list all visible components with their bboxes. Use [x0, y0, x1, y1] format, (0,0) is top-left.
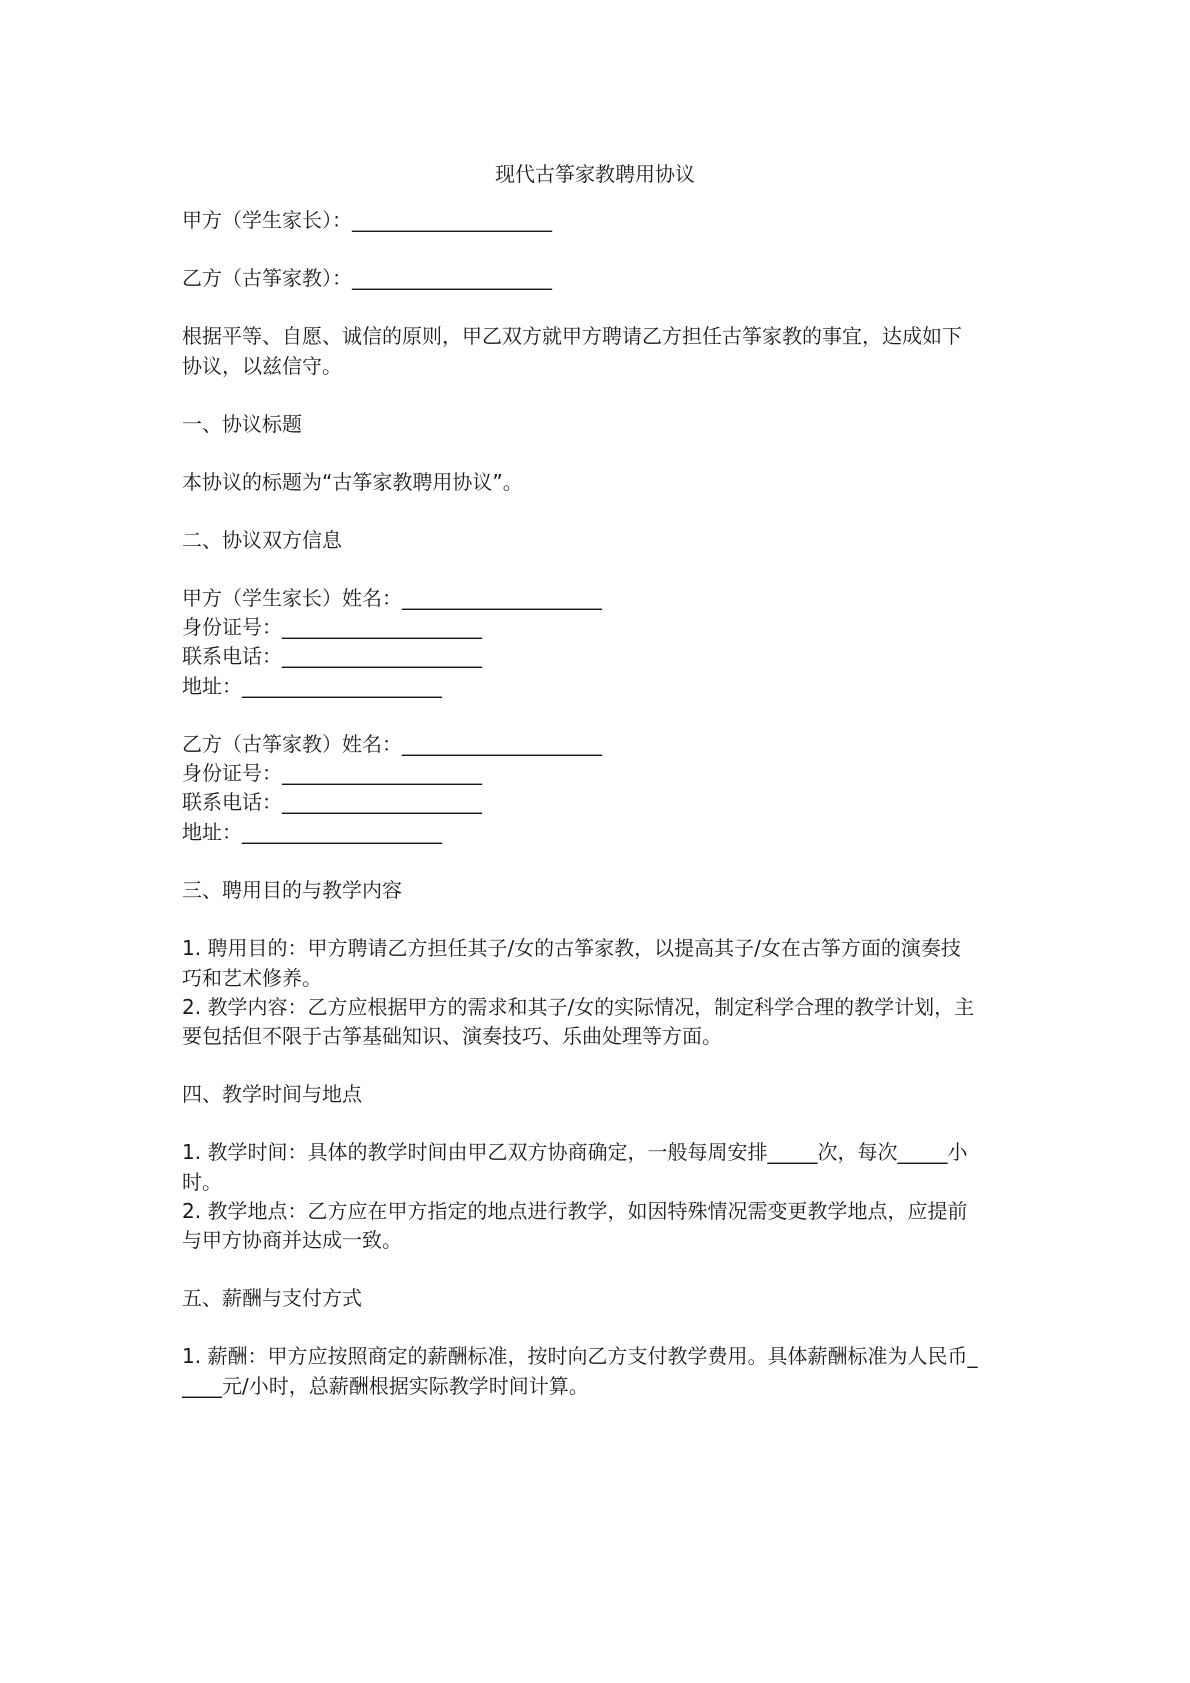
- s3-item-1-line-1: 1. 聘用目的：甲方聘请乙方担任其子/女的古筝家教，以提高其子/女在古筝方面的演奏技: [182, 936, 961, 960]
- intro-line-2: 协议，以兹信守。: [182, 354, 342, 378]
- section-1-heading: 一、协议标题: [182, 412, 302, 436]
- section-1-text: 本协议的标题为“古筝家教聘用协议”。: [182, 470, 523, 494]
- s5-item-1-line-1: 1. 薪酬：甲方应按照商定的薪酬标准，按时向乙方支付教学费用。具体薪酬标准为人民币_: [182, 1344, 978, 1368]
- section-2-heading: 二、协议双方信息: [182, 528, 342, 552]
- party-b-header: 乙方（古筝家教）：____________________: [182, 266, 552, 290]
- document-title: 现代古筝家教聘用协议: [495, 162, 695, 186]
- s3-item-1-line-2: 巧和艺术修养。: [182, 966, 322, 990]
- s3-item-2-line-2: 要包括但不限于古筝基础知识、演奏技巧、乐曲处理等方面。: [182, 1024, 722, 1048]
- section-3-heading: 三、聘用目的与教学内容: [182, 878, 402, 902]
- party-b-id-field: 身份证号：____________________: [182, 761, 482, 785]
- s5-item-1-line-2: ____元/小时，总薪酬根据实际教学时间计算。: [182, 1374, 589, 1398]
- intro-line-1: 根据平等、自愿、诚信的原则，甲乙双方就甲方聘请乙方担任古筝家教的事宜，达成如下: [182, 324, 962, 348]
- s3-item-2-line-1: 2. 教学内容：乙方应根据甲方的需求和其子/女的实际情况，制定科学合理的教学计划，主: [182, 995, 975, 1019]
- party-a-id-field: 身份证号：____________________: [182, 615, 482, 639]
- s4-item-2-line-2: 与甲方协商并达成一致。: [182, 1228, 402, 1252]
- party-b-name-field: 乙方（古筝家教）姓名：____________________: [182, 732, 602, 756]
- party-b-phone-field: 联系电话：____________________: [182, 790, 482, 814]
- s4-item-2-line-1: 2. 教学地点：乙方应在甲方指定的地点进行教学，如因特殊情况需变更教学地点，应提前: [182, 1199, 968, 1223]
- section-4-heading: 四、教学时间与地点: [182, 1082, 362, 1106]
- party-a-name-field: 甲方（学生家长）姓名：____________________: [182, 586, 602, 610]
- party-a-address-field: 地址：____________________: [182, 674, 442, 698]
- section-5-heading: 五、薪酬与支付方式: [182, 1286, 362, 1310]
- party-a-header: 甲方（学生家长）：____________________: [182, 208, 552, 232]
- s4-item-1-line-1: 1. 教学时间：具体的教学时间由甲乙双方协商确定，一般每周安排_____次，每次_____小: [182, 1140, 968, 1164]
- s4-item-1-line-2: 时。: [182, 1170, 222, 1194]
- party-b-address-field: 地址：____________________: [182, 820, 442, 844]
- party-a-phone-field: 联系电话：____________________: [182, 644, 482, 668]
